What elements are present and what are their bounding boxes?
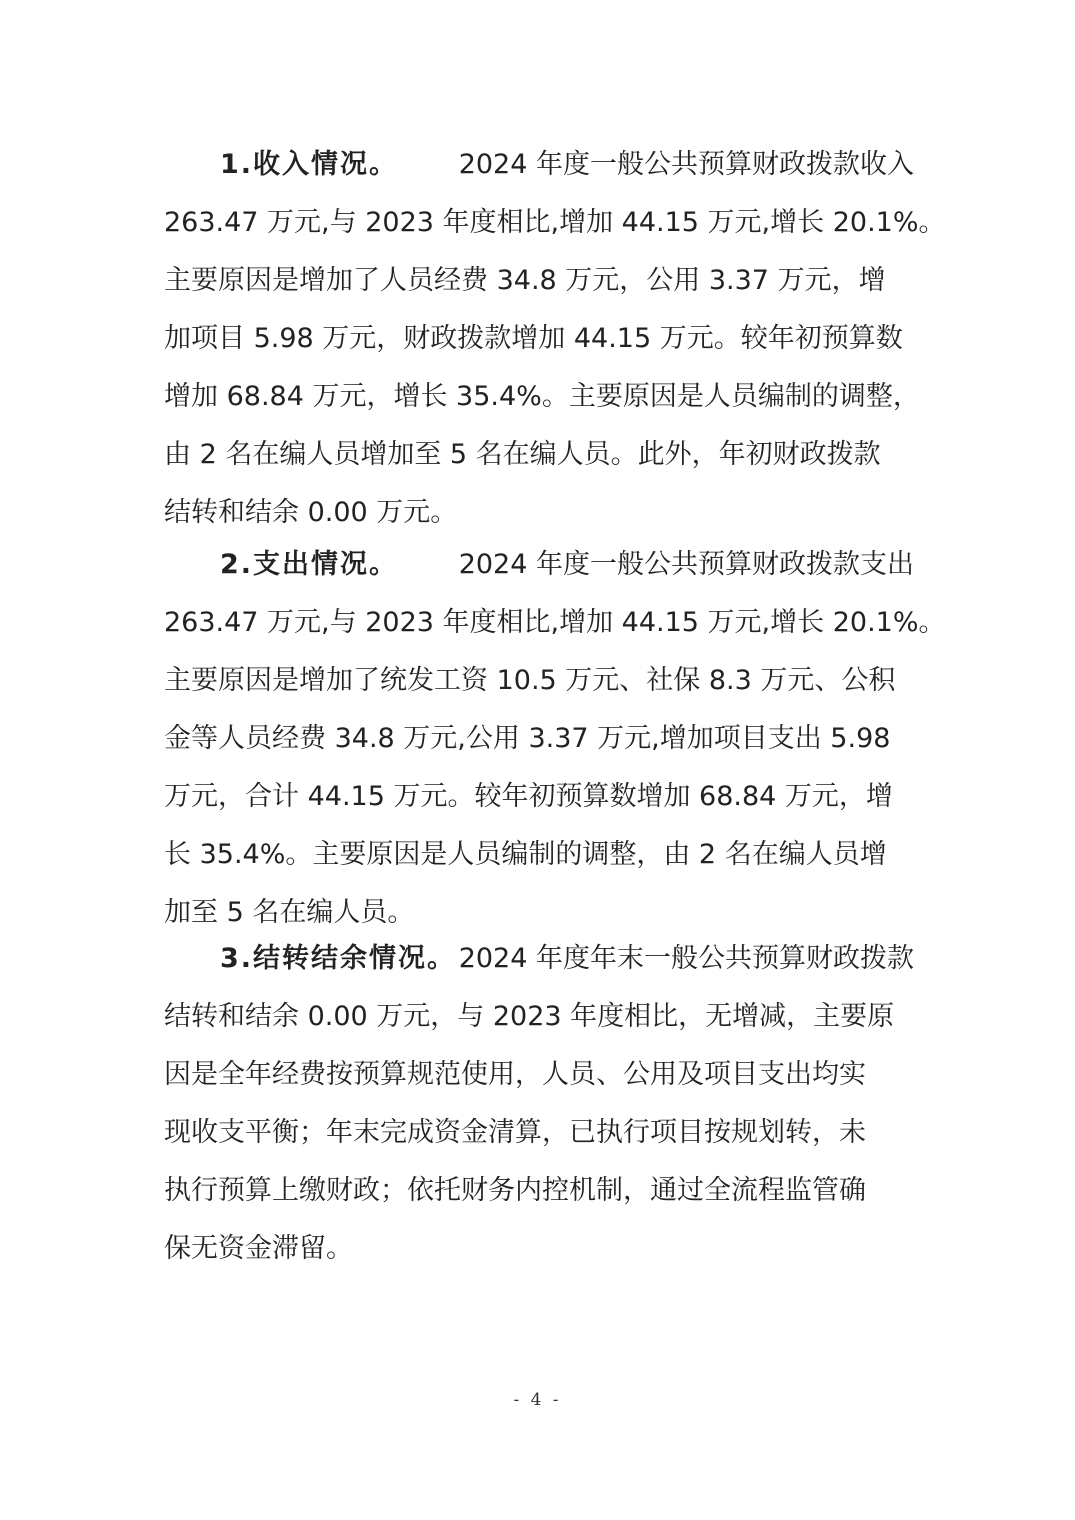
paragraph-line: 执行预算上缴财政；依托财务内控机制，通过全流程监管确 <box>164 1175 866 1206</box>
paragraph-line: 结转和结余 0.00 万元，与 2023 年度相比，无增减，主要原 <box>164 1001 895 1032</box>
page-number: - 4 - <box>513 1390 562 1410</box>
section-carryover <box>164 930 914 1278</box>
paragraph-line: 现收支平衡；年末完成资金清算，已执行项目按规划转，未 <box>164 1117 866 1148</box>
paragraph-line <box>164 536 914 594</box>
paragraph-line: 结转和结余 0.00 万元。 <box>164 497 458 528</box>
paragraph-line: 金等人员经费 34.8 万元,公用 3.37 万元,增加项目支出 5.98 <box>164 723 891 754</box>
paragraph-line: 主要原因是增加了人员经费 34.8 万元，公用 3.37 万元，增 <box>164 265 886 296</box>
paragraph-line: 增加 68.84 万元，增长 35.4%。主要原因是人员编制的调整， <box>164 381 920 412</box>
paragraph-line: 保无资金滞留。 <box>164 1233 353 1264</box>
paragraph-line: 加至 5 名在编人员。 <box>164 897 415 928</box>
paragraph-text: 2024 年度一般公共预算财政拨款收入 <box>458 149 914 180</box>
paragraph-line: 长 35.4%。主要原因是人员编制的调整，由 2 名在编人员增 <box>164 839 887 870</box>
section-heading: 1.收入情况。 <box>220 149 399 180</box>
section-expenditure <box>164 536 946 942</box>
paragraph-line <box>164 930 914 988</box>
paragraph-line: 万元，合计 44.15 万元。较年初预算数增加 68.84 万元，增 <box>164 781 893 812</box>
paragraph-line <box>164 136 914 194</box>
paragraph-text: 2024 年度一般公共预算财政拨款支出 <box>458 549 914 580</box>
paragraph-line: 因是全年经费按预算规范使用，人员、公用及项目支出均实 <box>164 1059 866 1090</box>
paragraph-line: 由 2 名在编人员增加至 5 名在编人员。此外，年初财政拨款 <box>164 439 881 470</box>
section-heading: 3.结转结余情况。 <box>220 943 457 974</box>
paragraph-line: 加项目 5.98 万元，财政拨款增加 44.15 万元。较年初预算数 <box>164 323 903 354</box>
paragraph-text: 2024 年度年末一般公共预算财政拨款 <box>458 943 914 974</box>
paragraph-line: 263.47 万元,与 2023 年度相比,增加 44.15 万元,增长 20.1%。 <box>164 607 946 638</box>
section-heading: 2.支出情况。 <box>220 549 399 580</box>
section-income <box>164 136 946 542</box>
paragraph-line: 主要原因是增加了统发工资 10.5 万元、社保 8.3 万元、公积 <box>164 665 896 696</box>
paragraph-line: 263.47 万元,与 2023 年度相比,增加 44.15 万元,增长 20.1%。 <box>164 207 946 238</box>
